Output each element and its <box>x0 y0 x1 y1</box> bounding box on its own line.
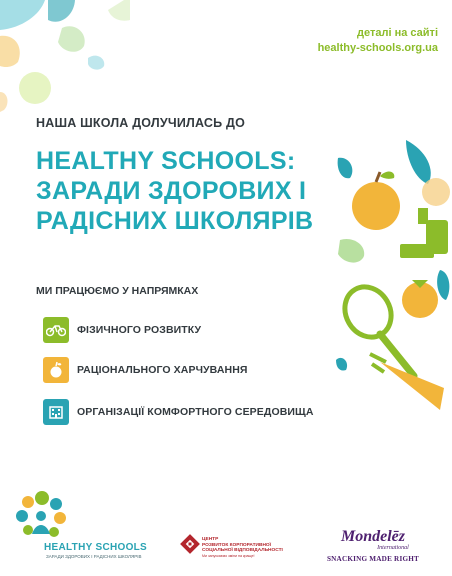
direction-label: ОРГАНІЗАЦІЇ КОМФОРТНОГО СЕРЕДОВИЩА <box>77 406 314 418</box>
apple-icon <box>352 182 400 230</box>
site-link-caption: деталі на сайті <box>357 27 438 39</box>
title-line-2: ЗАРАДИ ЗДОРОВИХ І <box>36 177 307 205</box>
site-link-url[interactable]: healthy-schools.org.ua <box>317 42 438 54</box>
tennis-racket-icon <box>336 278 414 376</box>
csr-center-line-3: СОЦІАЛЬНОЇ ВІДПОВІДАЛЬНОСТІ <box>202 548 283 553</box>
title-line-3: РАДІСНИХ ШКОЛЯРІВ <box>36 207 314 235</box>
csr-center-logo <box>180 530 300 562</box>
intro-text: НАША ШКОЛА ДОЛУЧИЛАСЬ ДО <box>36 116 246 130</box>
ornament-icon <box>180 534 200 554</box>
csr-center-line-2: РОЗВИТОК КОРПОРАТИВНОЇ <box>202 542 271 548</box>
mondelez-logo-sub: International <box>377 545 409 551</box>
directions-heading: МИ ПРАЦЮЄМО У НАПРЯМКАХ <box>36 285 199 297</box>
site-link[interactable] <box>318 26 438 56</box>
healthy-schools-emblem-icon <box>14 490 68 546</box>
building-icon <box>43 399 69 425</box>
page-title <box>36 146 356 236</box>
lemon-icon <box>422 178 450 206</box>
title-line-1: HEALTHY SCHOOLS: <box>36 147 296 175</box>
csr-center-name <box>202 537 283 554</box>
top-left-decoration <box>0 0 130 130</box>
bicycle-icon <box>43 317 69 343</box>
direction-item-nutrition <box>43 357 248 383</box>
csr-center-line-1: ЦЕНТР <box>202 537 219 542</box>
healthy-schools-logo-tagline: ЗАРАДИ ЗДОРОВИХ І РАДІСНИХ ШКОЛЯРІВ <box>46 554 142 559</box>
healthy-schools-logo <box>14 490 174 562</box>
mondelez-logo <box>318 528 428 568</box>
healthy-schools-logo-name: HEALTHY SCHOOLS <box>44 542 148 553</box>
apple-icon <box>19 72 51 104</box>
csr-center-tagline: Ми запускаємо зміни на краще! <box>202 554 255 558</box>
food-icon <box>43 357 69 383</box>
direction-label: РАЦІОНАЛЬНОГО ХАРЧУВАННЯ <box>77 364 248 376</box>
mondelez-slogan: SNACKING MADE RIGHT <box>326 555 420 563</box>
mondelez-logo-name: Mondelēz <box>341 528 405 545</box>
direction-label: ФІЗИЧНОГО РОЗВИТКУ <box>77 324 202 336</box>
direction-item-environment <box>43 399 314 425</box>
direction-item-physical <box>43 317 201 343</box>
